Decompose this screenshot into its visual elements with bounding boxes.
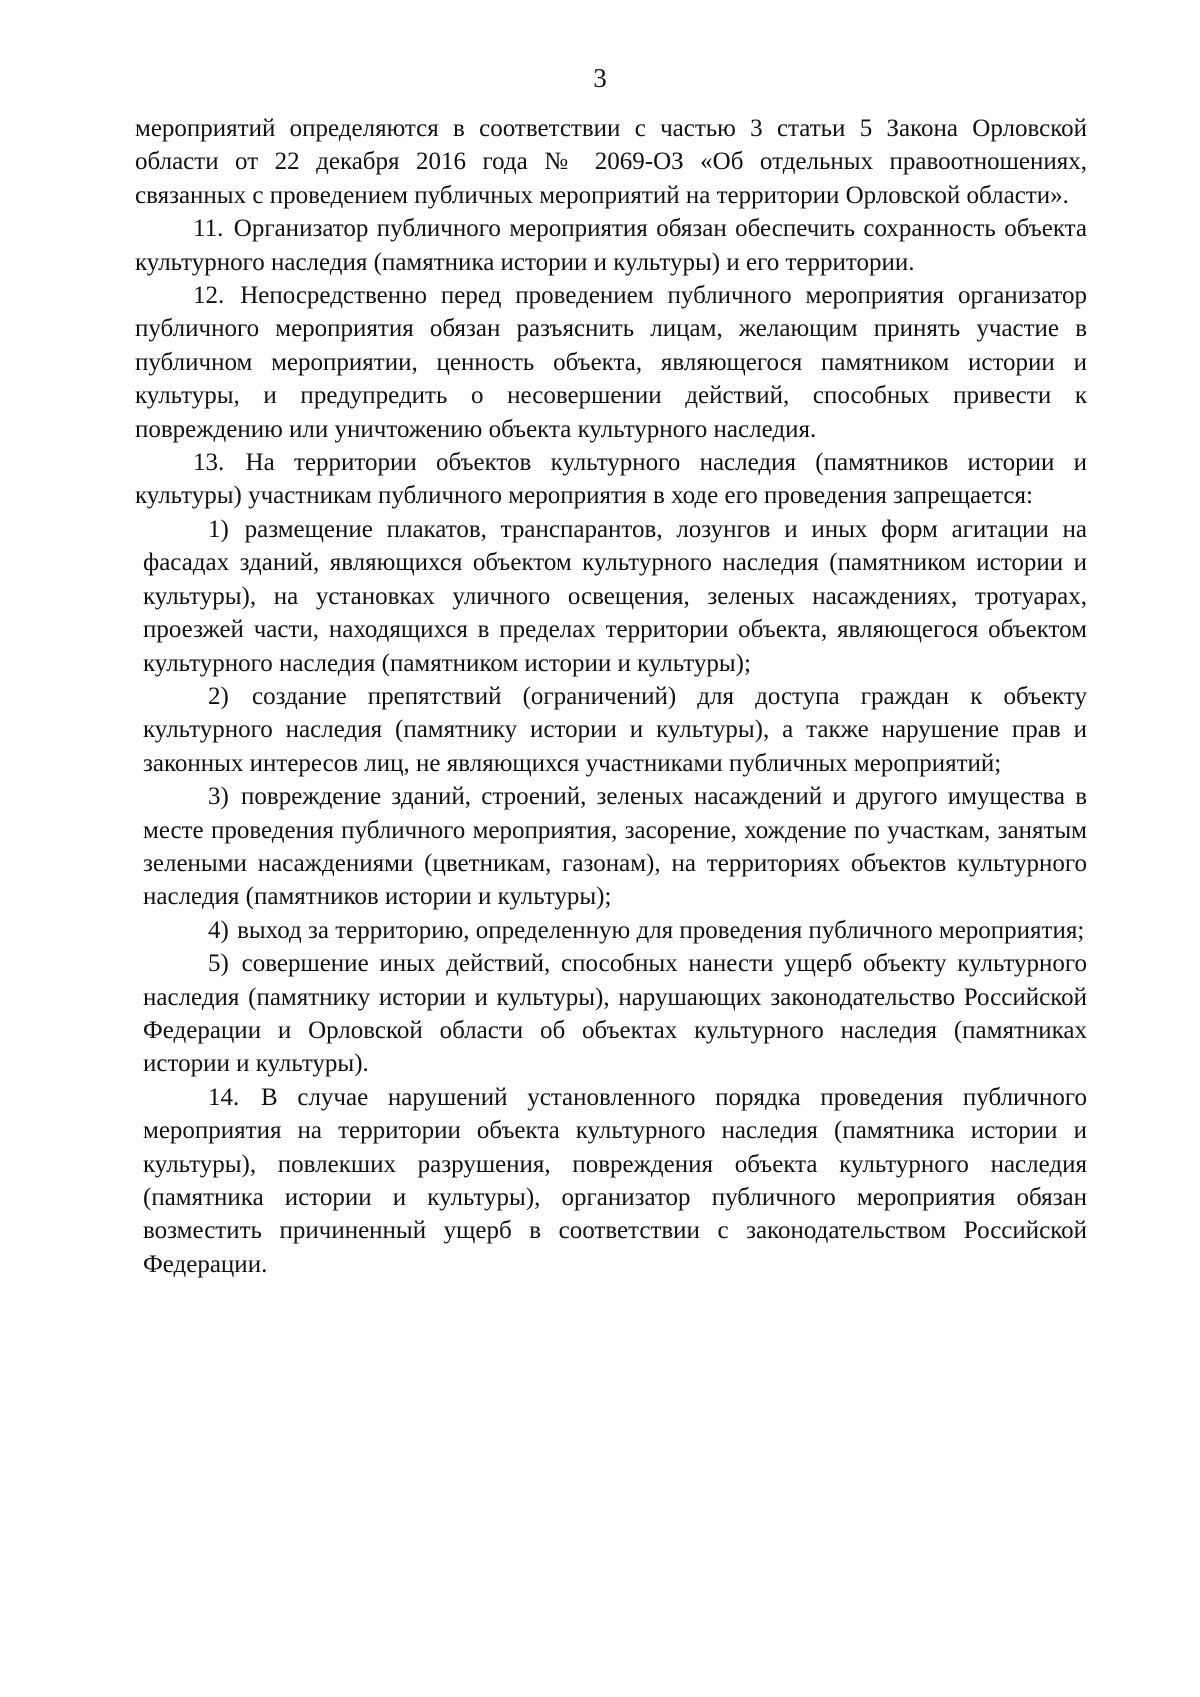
list-item-number: 1) [208, 515, 229, 543]
paragraph-continuation [135, 112, 1087, 212]
list-item-text: повреждение зданий, строений, зеленых насаждений и другого имущества в месте проведения публичного мероприятия, засорение, хождение по участкам, занятым зелеными насаждениями (цветникам, газонам), на территориях объектов культурного наследия (памятников истории и культуры); [143, 783, 1087, 911]
list-item-5 [135, 947, 1087, 1081]
paragraph-text: Организатор публичного мероприятия обязан обеспечить сохранность объекта культурного наследия (памятника истории и культуры) и его территории. [135, 215, 1087, 276]
list-item-text: совершение иных действий, способных нанести ущерб объекту культурного наследия (памятнику истории и культуры), нарушающих законодательство Российской Федерации и Орловской области об объектах культурного наследия (памятниках истории и культуры). [143, 950, 1088, 1078]
paragraph-11 [135, 212, 1087, 279]
list-item-text: размещение плакатов, транспарантов, лозунгов и иных форм агитации на фасадах зданий, являющихся объектом культурного наследия (памятником истории и культуры), на установках уличного освещения, зеленых насаждениях, тротуарах, проезжей части, находящихся в пределах территории объекта, являющегося объектом культурного наследия (памятником истории и культуры); [143, 515, 1087, 677]
list-item-number: 4) [208, 916, 229, 944]
list-item-1 [135, 513, 1087, 680]
paragraph-14 [135, 1081, 1087, 1281]
paragraph-12 [135, 279, 1087, 446]
list-item-number: 2) [208, 682, 229, 710]
list-item-number: 5) [208, 950, 229, 978]
paragraph-number: 11. [193, 215, 224, 243]
paragraph-text: В случае нарушений установленного порядка проведения публичного мероприятия на территории объекта культурного наследия (памятника истории и культуры), повлекших разрушения, повреждения объекта культурного наследия (памятника истории и культуры), организатор публичного мероприятия обязан возместить причиненный ущерб в соответствии с законодательством Российской Федерации. [143, 1083, 1088, 1278]
paragraph-text: Непосредственно перед проведением публичного мероприятия организатор публичного мероприятия обязан разъяснить лицам, желающим принять участие в публичном мероприятии, ценность объекта, являющегося памятником истории и культуры, и предупредить о несовершении действий, способных привести к повреждению или уничтожению объекта культурного наследия. [135, 282, 1087, 443]
list-item-text: создание препятствий (ограничений) для доступа граждан к объекту культурного наследия (памятнику истории и культуры), а также нарушение прав и законных интересов лиц, не являющихся участниками публичных мероприятий; [143, 682, 1088, 777]
list-item-2 [135, 680, 1087, 780]
list-item-4 [135, 914, 1087, 947]
paragraph-text: мероприятий определяются в соответствии с частью 3 статьи 5 Закона Орловской области от 22 декабря 2016 года № 2069-ОЗ «Об отдельных правоотношениях, связанных с проведением публичных мероприятий на территории Орловской области». [135, 115, 1087, 209]
paragraph-number: 14. [208, 1083, 240, 1111]
list-item-text: выход за территорию, определенную для проведения публичного мероприятия; [237, 916, 1085, 944]
paragraph-number: 13. [193, 449, 225, 477]
paragraph-number: 12. [193, 282, 225, 310]
list-item-3 [135, 780, 1087, 914]
list-item-number: 3) [208, 783, 229, 811]
paragraph-13 [135, 446, 1087, 513]
page-number: 3 [593, 63, 607, 93]
document-body [135, 112, 1087, 1281]
paragraph-text: На территории объектов культурного наследия (памятников истории и культуры) участникам публичного мероприятия в ходе его проведения запрещается: [135, 449, 1087, 510]
